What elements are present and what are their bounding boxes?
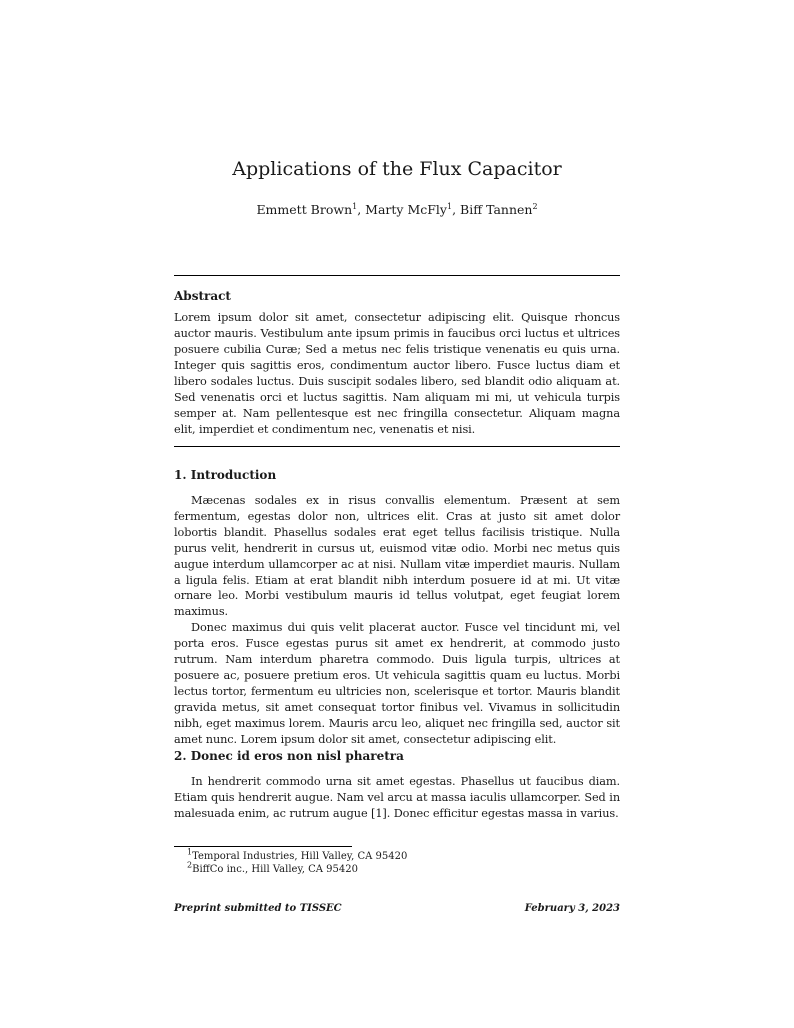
footer-submission-note: Preprint submitted to TISSEC <box>174 903 342 914</box>
section-body-introduction <box>174 493 620 748</box>
paragraph: Donec maximus dui quis velit placerat auctor. Fusce vel tincidunt mi, vel porta eros. Fusce egestas purus sit amet ex hendrerit, at commodo justo rutrum. Nam interdum pharetra commodo. Duis ligula turpis, ultrices at posuere ac, posuere pretium eros. Ut vehicula sagittis quam eu luctus. Morbi lectus tortor, fermentum eu ultricies non, scelerisque et tortor. Mauris blandit gravida metus, sit amet consequat tortor finibus vel. Vivamus in sollicitudin nibh, eget maximus lorem. Mauris arcu leo, aliquet nec fringilla sed, auctor sit amet nunc. Lorem ipsum dolor sit amet, consectetur adipiscing elit. <box>174 621 620 746</box>
author-affiliation-mark: 1 <box>352 201 358 211</box>
paragraph: In hendrerit commodo urna sit amet egestas. Phasellus ut faucibus diam. Etiam quis hendrerit augue. Nam vel arcu at massa iaculis ullamcorper. Sed in malesuada enim, ac rutrum augue [1]. Donec efficitur egestas massa in varius. <box>174 775 620 820</box>
section-heading-donec: 2. Donec id eros non nisl pharetra <box>174 749 404 763</box>
abstract-text: Lorem ipsum dolor sit amet, consectetur adipiscing elit. Quisque rhoncus auctor mauris. Vestibulum ante ipsum primis in faucibus orci luctus et ultrices posuere cubilia Curæ; Sed a metus nec felis tristique venenatis eu quis urna. Integer quis sagittis eros, condimentum auctor libero. Fusce luctus diam et libero sodales luctus. Duis suscipit sodales libero, sed blandit odio aliquam at. Sed venenatis orci et luctus sagittis. Nam aliquam mi mi, ut vehicula turpis semper at. Nam pellentesque est nec fringilla consectetur. Aliquam magna elit, imperdiet et condimentum nec, venenatis et nisi. <box>174 311 620 436</box>
abstract-heading: Abstract <box>174 289 231 303</box>
footnote-mark: 2 <box>187 860 193 870</box>
footnote <box>174 860 620 877</box>
footnote-rule <box>174 846 352 847</box>
footer-date: February 3, 2023 <box>524 903 620 914</box>
paragraph: Mæcenas sodales ex in risus convallis elementum. Præsent at sem fermentum, egestas dolor non, ultrices elit. Cras at justo sit amet dolor lobortis blandit. Phasellus sodales erat eget tellus facilisis tristique. Nulla purus velit, hendrerit in cursus ut, euismod vitæ odio. Morbi nec metus quis augue interdum ullamcorper ac at nisi. Nullam vitæ imperdiet mauris. Nullam a ligula felis. Etiam at erat blandit nibh interdum posuere id at mi. Ut vitæ ornare leo. Morbi vestibulum mauris id tellus volutpat, eget feugiat lorem maximus. <box>174 494 620 619</box>
author-list: Emmett Brown$^1$, Marty McFly$^1$, Biff Tannen$^2$ <box>256 201 538 217</box>
abstract-top-rule <box>174 275 620 276</box>
author-affiliation-mark: 2 <box>532 201 538 211</box>
abstract-bottom-rule <box>174 446 620 447</box>
author-affiliation-mark: 1 <box>447 201 453 211</box>
author-name: Marty McFly <box>365 202 447 217</box>
paper-title: Applications of the Flux Capacitor <box>232 158 562 180</box>
section-heading-introduction: 1. Introduction <box>174 468 277 482</box>
author-name: Biff Tannen <box>460 202 533 217</box>
page-footer <box>174 902 620 916</box>
section-body-donec <box>174 774 620 822</box>
footnote-text: Temporal Industries, Hill Valley, CA 95420 <box>192 851 408 862</box>
footnote <box>174 847 620 864</box>
author-name: Emmett Brown <box>256 202 353 217</box>
footnote-text: BiffCo inc., Hill Valley, CA 95420 <box>192 864 358 875</box>
footnote-mark: 1 <box>187 847 193 857</box>
